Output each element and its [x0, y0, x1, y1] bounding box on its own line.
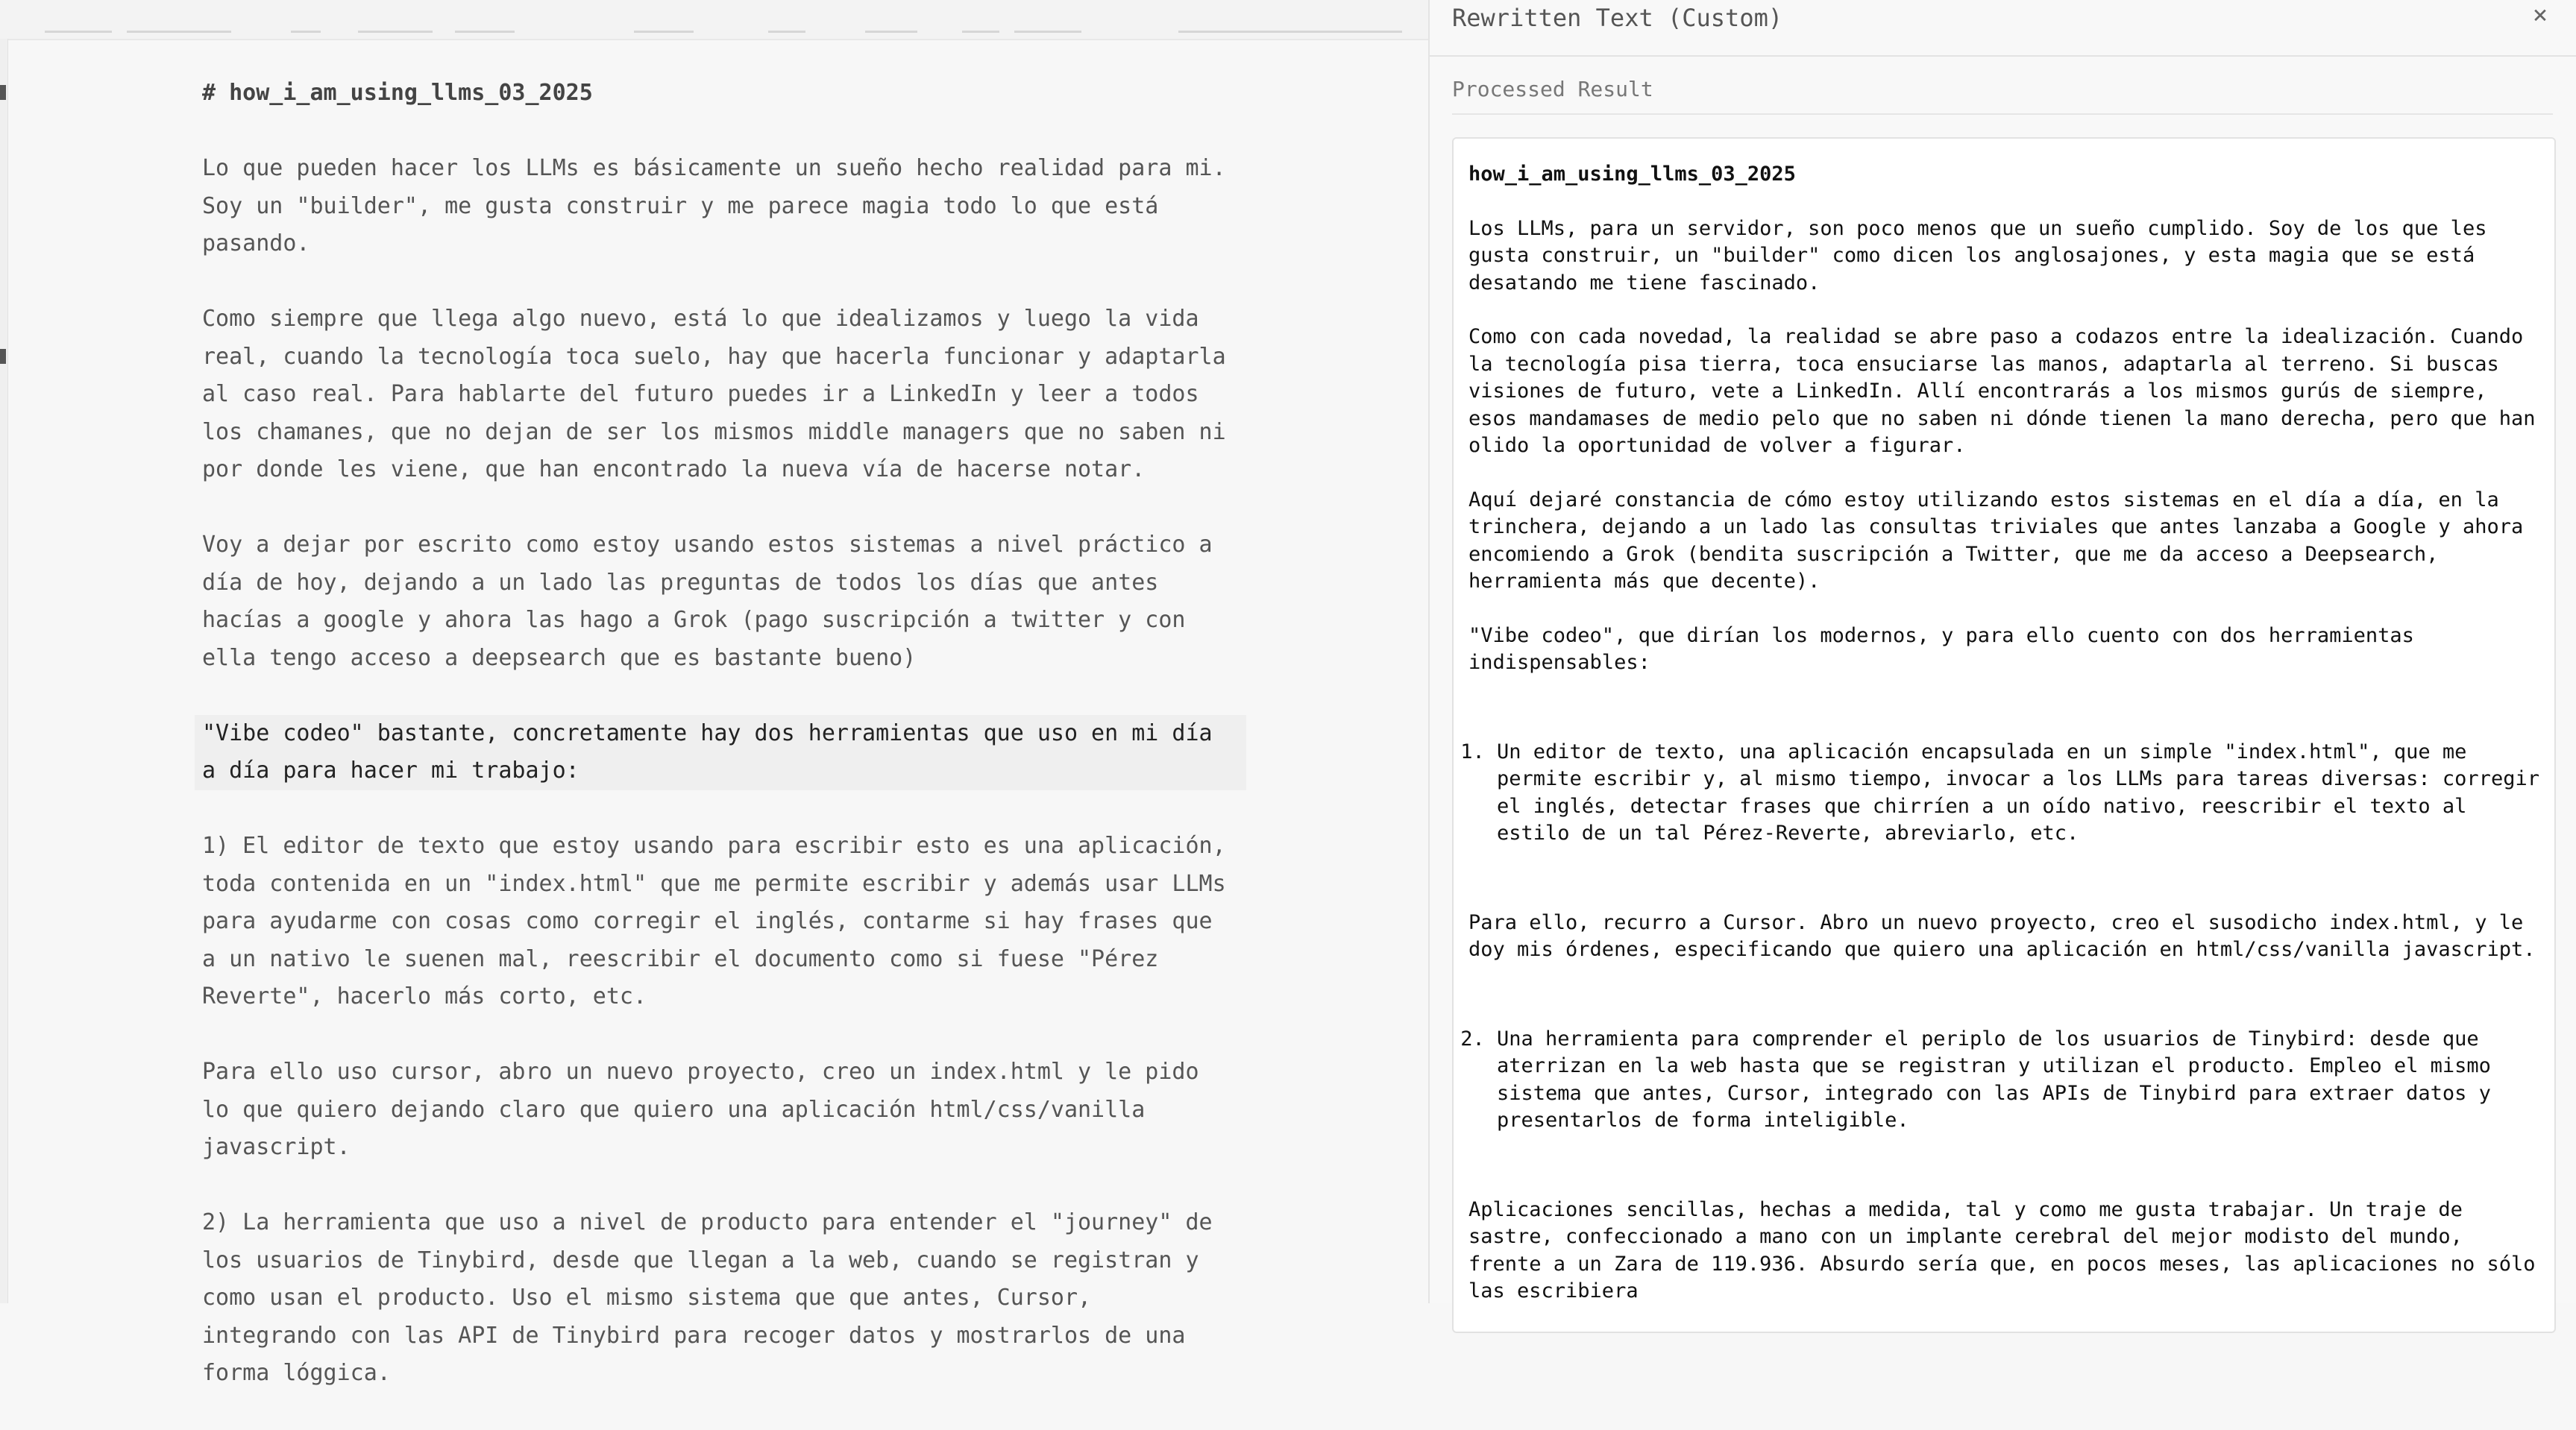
result-list — [1468, 1026, 2547, 1135]
toolbar-divider — [865, 31, 917, 33]
result-paragraph: Como con cada novedad, la realidad se abre paso a codazos entre la idealización. Cuando la tecnología pisa tierra, toca ensuciarse las manos, adaptarla al terreno. Si buscas visiones de futuro, vete a LinkedIn. Allí encontrarás a los mismos gurús de siempre, esos mandamases de medio pelo que no saben ni dónde tienen la mano derecha, pero que han olido la oportunidad de volver a figurar. — [1468, 325, 2536, 457]
toolbar-divider — [768, 31, 805, 33]
rewrite-result-panel — [1430, 0, 2576, 1303]
toolbar-divider — [1178, 31, 1402, 33]
section-label: Processed Result — [1452, 77, 1653, 101]
panel-divider — [1430, 55, 2576, 57]
result-paragraph: "Vibe codeo", que dirían los modernos, y para ello cuento con dos herramientas indispensables: — [1468, 623, 2414, 674]
editor-gutter — [0, 39, 8, 1303]
result-list-item: 2. Una herramienta para comprender el periplo de los usuarios de Tinybird: desde que aterrizan en la web hasta que se registran y utilizan el producto. Empleo el mismo sistema que antes, Cursor, integrado con las APIs de Tinybird para extraer datos y presentarlos de forma inteligible. — [1497, 1026, 2547, 1135]
editor-paragraph-selected: "Vibe codeo" bastante, concretamente hay dos herramientas que uso en mi día a día para hacer mi trabajo: — [195, 715, 1246, 790]
gutter-marker — [0, 349, 6, 364]
gutter-marker — [0, 85, 6, 100]
result-text-box[interactable] — [1452, 137, 2556, 1333]
toolbar-divider — [455, 31, 515, 33]
editor-paragraph: Voy a dejar por escrito como estoy usando estos sistemas a nivel práctico a día de hoy, dejando a un lado las preguntas de todos los días que antes hacías a google y ahora las hago a Grok (pago suscripción a twitter y con ella tengo acceso a deepsearch que es bastante bueno) — [202, 532, 1226, 671]
result-list-item: 1. Un editor de texto, una aplicación encapsulada en un simple "index.html", que me permite escribir y, al mismo tiempo, invocar a los LLMs para tareas diversas: corregir el inglés, detectar frases que chirríen a un oído nativo, reescribir el texto al estilo de un tal Pérez-Reverte, abreviarlo, etc. — [1497, 739, 2547, 848]
result-list — [1468, 739, 2547, 848]
toolbar-divider — [962, 31, 999, 33]
result-content — [1468, 161, 2547, 1332]
panel-title: Rewritten Text (Custom) — [1452, 4, 1783, 32]
toolbar-divider — [358, 31, 433, 33]
result-paragraph: Aquí dejaré constancia de cómo estoy utilizando estos sistemas en el día a día, en la trinchera, dejando a un lado las consultas triviales que antes lanzaba a Google y ahora encomiendo a Grok (bendita suscripción a Twitter, que me da acceso a Deepsearch, herramienta más que decente). — [1468, 488, 2524, 593]
editor-paragraph: Lo que pueden hacer los LLMs es básicamente un sueño hecho realidad para mi. Soy un "builder", me gusta construir y me parece magia todo lo que está pasando. — [202, 155, 1240, 256]
editor-paragraph: Como siempre que llega algo nuevo, está lo que idealizamos y luego la vida real, cuando la tecnología toca suelo, hay que hacerla funcionar y adaptarla al caso real. Para hablarte del futuro puedes ir a LinkedIn y leer a todos los chamanes, que no dejan de ser los mismos middle managers que no saben ni por donde les viene, que han encontrado la nueva vía de hacerse notar. — [202, 306, 1240, 482]
result-paragraph: Aplicaciones sencillas, hechas a medida, tal y como me gusta trabajar. Un traje de sastre, confeccionado a mano con un implante cerebral del mejor modisto del mundo, frente a un Zara de 119.936. Absurdo sería que, en pocos meses, las aplicaciones no sólo las escribiera — [1468, 1197, 2536, 1303]
editor-paragraph: Para ello uso cursor, abro un nuevo proyecto, creo un index.html y le pido lo que quiero dejando claro que quiero una aplicación html/css/vanilla javascript. — [202, 1059, 1213, 1160]
result-heading: how_i_am_using_llms_03_2025 — [1468, 163, 1796, 186]
result-paragraph: Los LLMs, para un servidor, son poco menos que un sueño cumplido. Soy de los que les gusta construir, un "builder" como dicen los anglosajones, y esta magia que se está desatando me tiene fascinado. — [1468, 216, 2487, 294]
section-divider — [1452, 113, 2553, 115]
toolbar-divider — [1014, 31, 1081, 33]
toolbar-divider — [291, 31, 321, 33]
editor-toolbar — [0, 0, 1428, 40]
editor-text-area[interactable] — [202, 75, 1239, 1430]
result-paragraph: Para ello, recurro a Cursor. Abro un nuevo proyecto, creo el susodicho index.html, y le doy mis órdenes, especificando que quiero una aplicación en html/css/vanilla javascript. — [1468, 910, 2536, 961]
close-button[interactable] — [2524, 0, 2557, 33]
document-heading: # how_i_am_using_llms_03_2025 — [202, 80, 593, 106]
editor-paragraph: 2) La herramienta que uso a nivel de producto para entender el "journey" de los usuarios de Tinybird, desde que llegan a la web, cuando se registran y como usan el producto. Uso el mismo sistema que que antes, Cursor, integrando con las API de Tinybird para recoger datos y mostrarlos de una forma lóggica. — [202, 1209, 1226, 1386]
close-icon: × — [2532, 0, 2548, 30]
editor-paragraph: 1) El editor de texto que estoy usando para escribir esto es una aplicación, toda contenida en un "index.html" que me permite escribir y además usar LLMs para ayudarme con cosas como corregir el inglés, contarme si hay frases que a un nativo le suenen mal, reescribir el documento como si fuese "Pérez Reverte", hacerlo más corto, etc. — [202, 833, 1240, 1009]
toolbar-divider — [634, 31, 694, 33]
toolbar-divider — [127, 31, 231, 33]
toolbar-divider — [45, 31, 112, 33]
